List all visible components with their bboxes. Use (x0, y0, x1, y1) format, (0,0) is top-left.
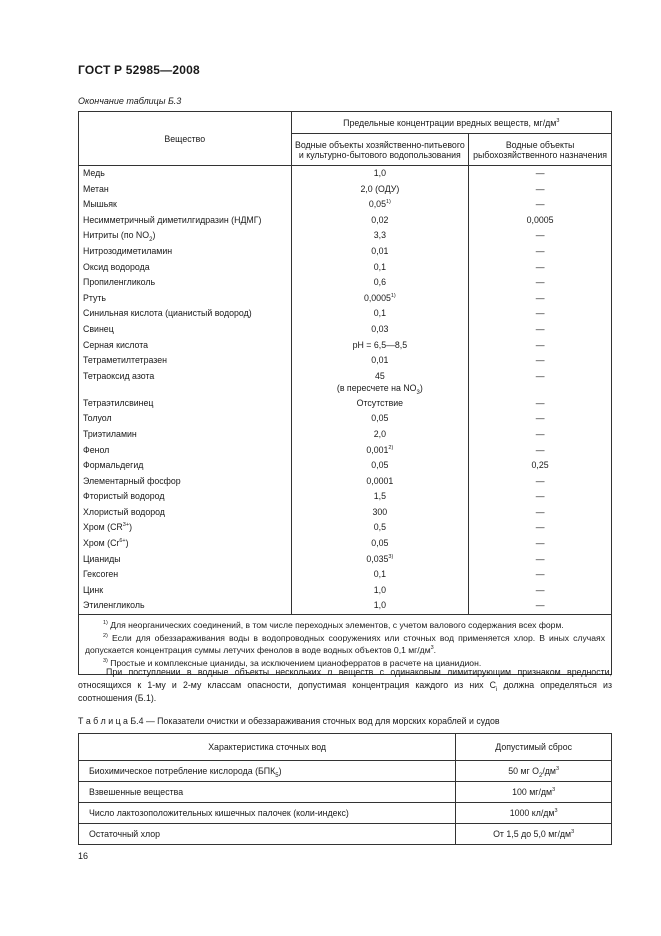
fishery-limit: — (469, 536, 612, 552)
drinking-limit: 0,01 (291, 353, 469, 369)
table-row (79, 260, 612, 276)
drinking-limit: 2,0 (ОДУ) (291, 182, 469, 198)
fishery-limit: 0,0005 (469, 213, 612, 229)
substance-name: Нитриты (по $NO_2$) (79, 228, 292, 244)
fishery-limit: — (469, 396, 612, 412)
fishery-limit: — (469, 322, 612, 338)
table-b3 (78, 111, 612, 675)
table-row (79, 275, 612, 291)
drinking-limit: 0,035$^{3)}$ (291, 552, 469, 568)
fishery-limit: 0,25 (469, 458, 612, 474)
characteristic: Остаточный хлор (79, 824, 456, 845)
table-row (79, 369, 612, 396)
characteristic: Взвешенные вещества (79, 782, 456, 803)
table-row (79, 567, 612, 583)
drinking-limit: Отсутствие (291, 396, 469, 412)
fishery-limit: — (469, 228, 612, 244)
fishery-limit: — (469, 443, 612, 459)
fishery-limit: — (469, 583, 612, 599)
footnote: $^{2)}$ Если для обеззараживания воды в водопроводных сооружениях или сточных вод применяется хлор. В иных случаях допускается концентрация суммы летучих фенолов в воде водных объектов 0,1 $мг/дм^3$. (85, 632, 605, 656)
table-row (79, 824, 612, 845)
drinking-limit: 1,5 (291, 489, 469, 505)
table-row (79, 411, 612, 427)
fishery-limit: — (469, 197, 612, 213)
substance-name: Синильная кислота (цианистый водород) (79, 306, 292, 322)
allowed-value: От 1,5 до 5,0 $мг/дм^3$ (456, 824, 612, 845)
substance-name: Гексоген (79, 567, 292, 583)
substance-name: Тетраметилтетразен (79, 353, 292, 369)
fishery-limit: — (469, 260, 612, 276)
drinking-limit: 0,1 (291, 567, 469, 583)
drinking-limit: 300 (291, 505, 469, 521)
table-row (79, 443, 612, 459)
table-row (79, 197, 612, 213)
header-allowed-discharge: Допустимый сброс (456, 734, 612, 761)
substance-name: Цинк (79, 583, 292, 599)
substance-name: Тетраэтилсвинец (79, 396, 292, 412)
fishery-limit: — (469, 411, 612, 427)
substance-name: Пропиленгликоль (79, 275, 292, 291)
body-paragraph: При поступлении в водные объекты нескольких n веществ с одинаковым лимитирующим признаком вредности, относящихся к 1-му и 2-му классам опасности, допустимая концентрация каждого из них $C_i$ должна определяться из соотношения (Б.1). (78, 667, 613, 703)
fishery-limit: — (469, 244, 612, 260)
table-row (79, 552, 612, 568)
table-row (79, 353, 612, 369)
substance-name: Несимметричный диметилгидразин (НДМГ) (79, 213, 292, 229)
fishery-limit: — (469, 505, 612, 521)
header-wastewater-characteristic: Характеристика сточных вод (79, 734, 456, 761)
table-row (79, 244, 612, 260)
substance-name: Оксид водорода (79, 260, 292, 276)
substance-name: Ртуть (79, 291, 292, 307)
drinking-limit: 0,1 (291, 306, 469, 322)
table-b4 (78, 733, 612, 845)
drinking-limit: 0,05 (291, 411, 469, 427)
substance-name: Медь (79, 166, 292, 182)
drinking-limit: 1,0 (291, 598, 469, 614)
substance-name: Фтористый водород (79, 489, 292, 505)
table-b4-title: Т а б л и ц а Б.4 — Показатели очистки и обеззараживания сточных вод для морских кораблей и судов (78, 716, 500, 726)
drinking-limit: pH = 6,5—8,5 (291, 338, 469, 354)
fishery-limit: — (469, 182, 612, 198)
drinking-limit: 0,0005$^{1)}$ (291, 291, 469, 307)
drinking-limit: 45 (в пересчете на $NO_3$) (291, 369, 469, 396)
substance-name: Формальдегид (79, 458, 292, 474)
header-fishery-water: Водные объекты рыбохозяйственного назначения (469, 134, 612, 166)
fishery-limit: — (469, 353, 612, 369)
substance-name: Свинец (79, 322, 292, 338)
characteristic: Биохимическое потребление кислорода $(БПК_5)$ (79, 761, 456, 782)
drinking-limit: 0,001$^{2)}$ (291, 443, 469, 459)
table-row (79, 228, 612, 244)
substance-name: Мышьяк (79, 197, 292, 213)
drinking-limit: 0,01 (291, 244, 469, 260)
table-row (79, 520, 612, 536)
drinking-limit: 0,1 (291, 260, 469, 276)
substance-name: Хром $(Cr^{6+})$ (79, 536, 292, 552)
drinking-limit: 0,05$^{1)}$ (291, 197, 469, 213)
table-row (79, 322, 612, 338)
drinking-limit: 0,5 (291, 520, 469, 536)
substance-name: Нитрозодиметиламин (79, 244, 292, 260)
substance-name: Триэтиламин (79, 427, 292, 443)
substance-name: Тетраоксид азота (79, 369, 292, 396)
fishery-limit: — (469, 338, 612, 354)
fishery-limit: — (469, 552, 612, 568)
fishery-limit: — (469, 291, 612, 307)
header-concentration-group: Предельные концентрации вредных веществ, $мг/дм^3$ (291, 112, 611, 134)
table-row (79, 803, 612, 824)
drinking-limit: 1,0 (291, 583, 469, 599)
substance-name: Хром $(CR^{3+})$ (79, 520, 292, 536)
drinking-limit: 0,05 (291, 536, 469, 552)
drinking-limit: 0,6 (291, 275, 469, 291)
table-row (79, 505, 612, 521)
footnote: $^{1)}$ Для неорганических соединений, в том числе переходных элементов, с учетом валового содержания всех форм. (103, 620, 564, 631)
table-row (79, 489, 612, 505)
fishery-limit: — (469, 520, 612, 536)
allowed-value: 50 мг $O_2/дм^3$ (456, 761, 612, 782)
fishery-limit: — (469, 369, 612, 396)
substance-name: Хлористый водород (79, 505, 292, 521)
fishery-limit: — (469, 166, 612, 182)
substance-name: Фенол (79, 443, 292, 459)
fishery-limit: — (469, 275, 612, 291)
table-row (79, 782, 612, 803)
drinking-limit: 0,0001 (291, 474, 469, 490)
table-row (79, 427, 612, 443)
characteristic: Число лактозоположительных кишечных палочек (коли-индекс) (79, 803, 456, 824)
substance-name: Элементарный фосфор (79, 474, 292, 490)
drinking-limit: 0,02 (291, 213, 469, 229)
table-row (79, 166, 612, 182)
table-row (79, 474, 612, 490)
document-code: ГОСТ Р 52985—2008 (78, 63, 200, 77)
fishery-limit: — (469, 474, 612, 490)
table-row (79, 338, 612, 354)
table-row (79, 583, 612, 599)
header-drinking-water: Водные объекты хозяйственно-питьевого и культурно-бытового водопользования (291, 134, 469, 166)
header-substance: Вещество (79, 112, 292, 166)
table-row (79, 761, 612, 782)
substance-name: Этиленгликоль (79, 598, 292, 614)
table-row (79, 291, 612, 307)
table-row (79, 458, 612, 474)
substance-name: Цианиды (79, 552, 292, 568)
table-row (79, 396, 612, 412)
fishery-limit: — (469, 598, 612, 614)
drinking-limit: 3,3 (291, 228, 469, 244)
table-row (79, 536, 612, 552)
drinking-limit: 0,05 (291, 458, 469, 474)
table-continuation-label: Окончание таблицы Б.3 (78, 96, 182, 106)
drinking-limit: 1,0 (291, 166, 469, 182)
table-row (79, 182, 612, 198)
fishery-limit: — (469, 567, 612, 583)
fishery-limit: — (469, 306, 612, 322)
substance-name: Толуол (79, 411, 292, 427)
substance-name: Метан (79, 182, 292, 198)
fishery-limit: — (469, 427, 612, 443)
table-row (79, 598, 612, 614)
page-number: 16 (78, 851, 89, 861)
footnote: $^{3)}$ Простые и комплексные цианиды, за исключением цианоферратов в расчете на цианидион. (103, 657, 482, 668)
table-row (79, 213, 612, 229)
allowed-value: 100 $мг/дм^3$ (456, 782, 612, 803)
drinking-limit: 2,0 (291, 427, 469, 443)
drinking-limit: 0,03 (291, 322, 469, 338)
substance-name: Серная кислота (79, 338, 292, 354)
fishery-limit: — (469, 489, 612, 505)
table-row (79, 306, 612, 322)
allowed-value: 1000 $кл/дм^3$ (456, 803, 612, 824)
